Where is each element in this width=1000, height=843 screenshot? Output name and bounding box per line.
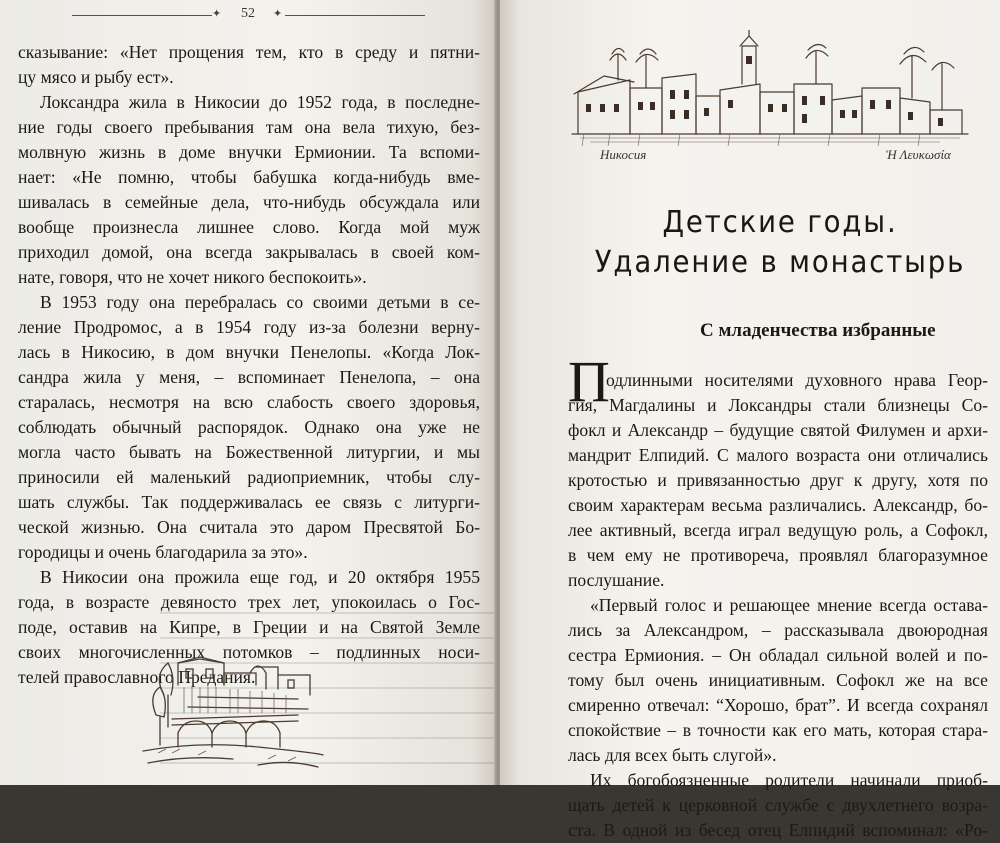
header-rule-right [285, 15, 425, 16]
ornament-icon: ✦ [212, 8, 222, 20]
text-line: В 1953 году она перебралась со своими детьми в се- [40, 292, 480, 312]
nicosia-skyline-illustration [570, 30, 970, 158]
left-body-text [18, 40, 480, 690]
village-sketch-illustration [138, 655, 328, 780]
text-line: спокойствие – в точности как его мать, которая стара- [568, 720, 988, 740]
text-line: своим характерам весьма различались. Александр, бо- [568, 495, 988, 515]
text-line: тому был очень инициативным. Софокл же на все [568, 670, 988, 690]
text-line: Локсандра жила в Никосии до 1952 года, в последне- [40, 92, 480, 112]
text-line: лее активный, всегда играл ведущую роль, а Софокл, [568, 520, 988, 540]
drop-cap: П [568, 349, 610, 414]
text-line: года, в возрасте девяносто трех лет, упокоилась о Гос- [18, 592, 480, 612]
section-title: С младенчества избранные [700, 320, 936, 341]
text-line: соблюдать обычный распорядок. Однако она уже не [18, 417, 480, 437]
text-line: поде, оставив на Кипре, в Греции и на Святой Земле [18, 617, 480, 637]
text-line: лась для всех быть слугой». [568, 745, 777, 765]
page-number: 52 [241, 6, 255, 21]
illustration-caption: Никосия [600, 147, 647, 162]
text-line: сандра жила у меня, – вспоминает Пенелопа, – она [18, 367, 480, 387]
text-line: вообще произнесла лишнее слово. Когда мой муж [18, 217, 480, 237]
text-line: приносили ей маленький радиоприемник, чтобы слу- [18, 467, 480, 487]
text-line: кротостью и привязанностью друг к другу, хотя по [568, 470, 988, 490]
text-line: шивалась в семейные дела, что-нибудь обсуждала или [18, 192, 480, 212]
text-line: ста. В одной из бесед отец Елпидий вспоминал: «Ро- [568, 820, 988, 840]
text-line: своих многочисленных потомков – подлинных носи- [18, 642, 480, 662]
text-line: «Первый голос и решающее мнение всегда остава- [590, 595, 988, 615]
right-body-text [568, 368, 988, 843]
text-line: лась в Никосию, в дом внучки Пенелопы. «Когда Лок- [18, 342, 480, 362]
text-line: нает: «Не помню, чтобы бабушка когда-нибудь вме- [18, 167, 480, 187]
text-line: В Никосии она прожила еще год, и 20 октября 1955 [40, 567, 480, 587]
text-line: приходил домой, она всегда закрывалась в своей ком- [18, 242, 480, 262]
text-line: старалась, несмотря на всю слабость своего здоровья, [18, 392, 480, 412]
text-line: сестра Ермиония. – Он обладал сильной волей и по- [568, 645, 988, 665]
text-line: городицы и очень благодарила за это». [18, 542, 308, 562]
text-line: телей православного Предания. [18, 667, 256, 687]
text-line: щать детей к церковной службе с двухлетнего возра- [568, 795, 988, 815]
text-line: послушание. [568, 570, 665, 590]
text-line: одлинными носителями духовного нрава Геор- [606, 370, 988, 390]
text-line: могла часто бывать на Божественной литургии, и мы [18, 442, 480, 462]
text-line: молвную жизнь в доме внучки Ермионии. Та вспоми- [18, 142, 480, 162]
text-line: цу мясо и рыбу ест». [18, 67, 174, 87]
text-line: гия, Магдалины и Локсандры стали близнецы Со- [568, 395, 988, 415]
text-line: ческой жизнью. Она считала это даром Пресвятой Бо- [18, 517, 480, 537]
text-line: сказывание: «Нет прощения тем, кто в среду и пятни- [18, 42, 480, 62]
text-line: шать службы. Так поддерживалась ее связь с литурги- [18, 492, 480, 512]
text-line: ление Продромос, а в 1954 году из-за болезни верну- [18, 317, 480, 337]
text-line: смиренно отвечал: “Хорошо, брат”. И всегда сохранял [568, 695, 988, 715]
chapter-title-line: Удаление в монастырь [594, 245, 966, 280]
left-page [0, 0, 496, 785]
text-line: в чем ему не противореча, проявлял благоразумное [568, 545, 988, 565]
ornament-icon: ✦ [273, 8, 283, 20]
text-line: мандрит Елпидий. С малого возраста они отличались [568, 445, 988, 465]
illustration-caption-greek: Ἡ Λευκωσία [886, 147, 951, 162]
text-line: Их богобоязненные родители начинали приоб- [590, 770, 988, 790]
text-line: лись за Александром, – рассказывала двоюродная [568, 620, 988, 640]
text-line: фокл и Александр – будущие святой Филумен и архи- [568, 420, 988, 440]
text-line: ние годы своего пребывания там она вела тихую, без- [18, 117, 480, 137]
chapter-title-line: Детские годы. [662, 205, 898, 240]
text-line: нате, говоря, что не хочет никого беспокоить». [18, 267, 367, 287]
page-header [0, 6, 496, 22]
